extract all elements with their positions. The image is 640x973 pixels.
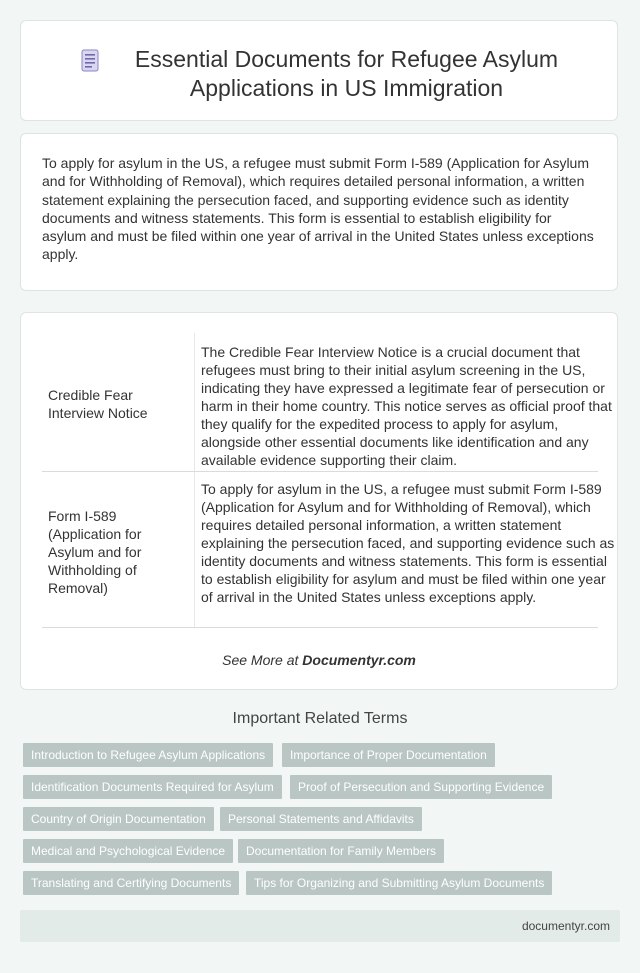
intro-text: To apply for asylum in the US, a refugee must submit Form I-589 (Application for Asylum and for Withholding of Removal), which requires detailed personal information, a written statement explaining the persecution faced, and supporting evidence such as identity documents and witness statements. This form is essential to establish eligibility for asylum and must be filed within one year of arrival in the United States unless exceptions apply. — [42, 155, 594, 263]
related-term-tag[interactable]: Identification Documents Required for Asylum — [23, 775, 282, 799]
footer-site-link[interactable]: documentyr.com — [521, 919, 610, 933]
related-term-tag[interactable]: Tips for Organizing and Submitting Asylum Documents — [246, 871, 552, 895]
related-term-tag[interactable]: Country of Origin Documentation — [23, 807, 214, 831]
see-more-link[interactable] — [21, 652, 617, 668]
column-divider — [194, 333, 195, 471]
related-term-tag[interactable]: Introduction to Refugee Asylum Applications — [23, 743, 273, 767]
related-term-tag[interactable]: Medical and Psychological Evidence — [23, 839, 233, 863]
document-icon — [79, 49, 101, 73]
footer — [20, 910, 620, 942]
see-more-site: Documentyr.com — [302, 652, 416, 668]
column-divider — [194, 472, 195, 627]
description-cell: To apply for asylum in the US, a refugee must submit Form I-589 (Application for Asylum and for Withholding of Removal), which requires detailed personal information, a written statement explaining the persecution faced, and supporting evidence such as identity documents and witness statements. This form is essential to establish eligibility for asylum and must be filed within one year of arrival in the United States unless exceptions apply. — [201, 481, 615, 605]
related-term-tag[interactable]: Importance of Proper Documentation — [282, 743, 495, 767]
related-term-tag[interactable]: Documentation for Family Members — [238, 839, 444, 863]
related-term-tag[interactable]: Proof of Persecution and Supporting Evidence — [290, 775, 552, 799]
see-more-prefix: See More at — [222, 652, 303, 668]
intro-card — [20, 133, 618, 291]
related-term-tag[interactable]: Translating and Certifying Documents — [23, 871, 239, 895]
table-row — [42, 333, 612, 472]
description-cell: The Credible Fear Interview Notice is a crucial document that refugees must bring to their initial asylum screening in the US, indicating they have expressed a legitimate fear of persecution or harm in their home country. This notice serves as official proof that they qualify for the expedited process to apply for asylum, alongside other essential documents like identification and any available evidence supporting their claim. — [201, 344, 612, 468]
table-row — [42, 472, 615, 628]
page-title: Essential Documents for Refugee Asylum Applications in US Immigration — [134, 46, 559, 101]
term-cell: Form I-589 (Application for Asylum and for Withholding of Removal) — [48, 508, 142, 596]
header-card — [20, 20, 618, 121]
term-cell: Credible Fear Interview Notice — [48, 387, 148, 421]
related-terms-title: Important Related Terms — [232, 710, 408, 727]
terms-table — [20, 312, 618, 690]
related-term-tag[interactable]: Personal Statements and Affidavits — [220, 807, 422, 831]
